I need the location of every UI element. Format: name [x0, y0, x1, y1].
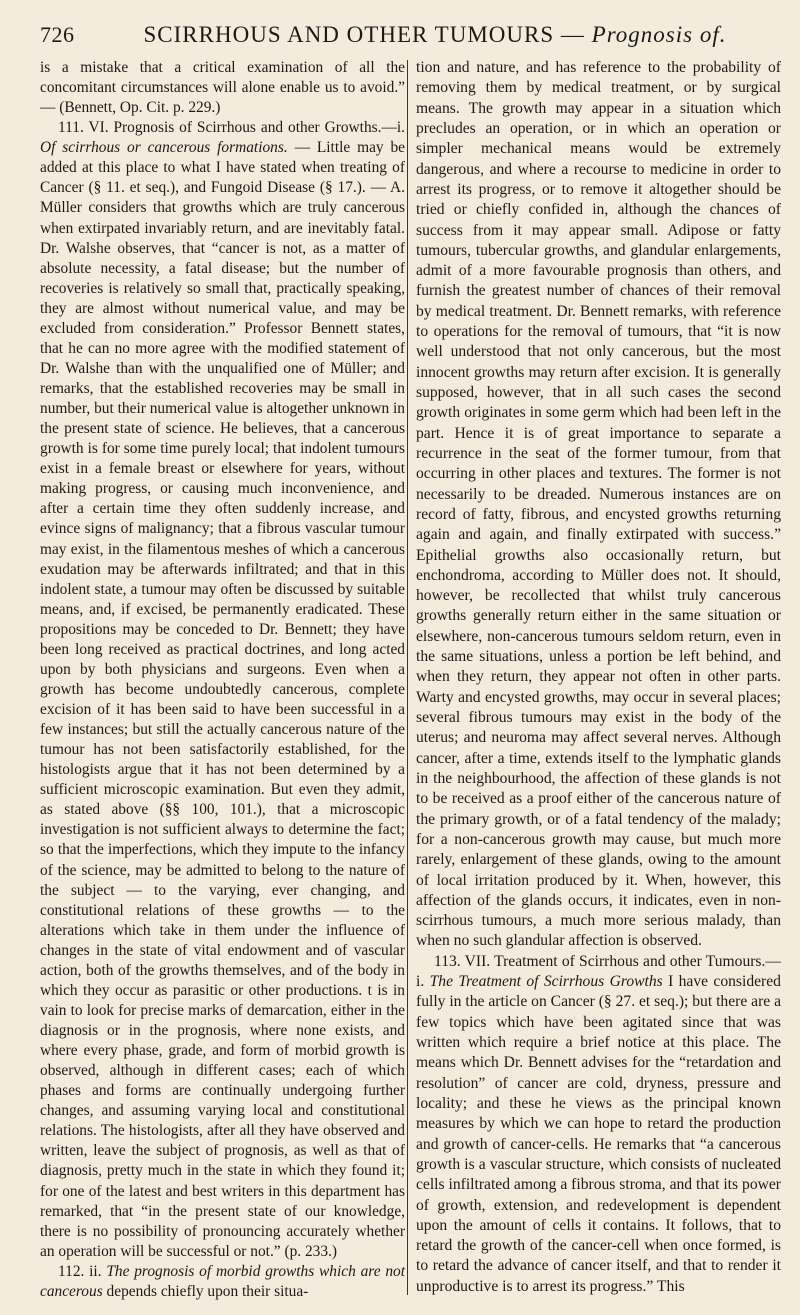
- page-number: 726: [40, 22, 75, 47]
- section-112-body: depends chiefly upon their situa-: [106, 1282, 309, 1300]
- section-112-subheading: The prognosis of morbid growths which are not cancerous: [40, 1262, 405, 1300]
- running-title-italic: Prognosis of.: [591, 22, 727, 47]
- section-113-subheading: The Treatment of Scirrhous Growths: [429, 973, 663, 991]
- section-111-heading: 111. VI. Prognosis of Scirrhous and other Growths.—i.: [58, 119, 405, 137]
- right-column: [416, 58, 781, 1297]
- left-column: [40, 58, 405, 1302]
- column-divider: [407, 60, 408, 1295]
- left-paragraph-1: is a mistake that a critical examination of all the concomitant circumstances will alone enable us to avoid.” — (Bennett, Op. Cit. p. 229.): [40, 59, 405, 117]
- page-header: [40, 22, 760, 52]
- section-113-paragraph: [416, 952, 781, 1297]
- right-paragraph-1: tion and nature, and has reference to the probability of removing them by medical treatment, or by surgical means. The growth may appear in a situation which precludes an operation, or in which an operation or simpler mechanical means would be extremely dangerous, and where a recourse to medicine in order to arrest its progress, or to remove it altogether should be tried or chiefly confided in, although the chances of success from it may appear small. Adipose or fatty tumours, tubercular growths, and glandular enlargements, admit of a more favourable prognosis than others, and furnish the greatest number of chances of their removal by medical treatment. Dr. Bennett remarks, with reference to operations for the removal of tumours, that “it is now well understood that not only cancerous, but the most innocent growths may return after excision. It is generally supposed, however, that in all such cases the second growth originates in some germ which had been left in the part. Hence it is of great importance to separate a recurrence in the seat of the former tumour, from that occurring in other places and textures. The former is not necessarily to be dreaded. Numerous instances are on record of fatty, fibrous, and encysted growths returning again and again, and finally extirpated with success.” Epithelial growths also occasionally return, but enchondroma, according to Müller does not. It should, however, be recollected that whilst truly cancerous growths generally return either in the same situation or elsewhere, non-cancerous tumours seldom return, even in the same situations, unless a portion be left behind, and when they return, they appear not often in other parts. Warty and encysted growths, may occur in several places; several fibrous tumours may exist in the body of the uterus; and neuroma may affect several nerves. Although cancer, after a time, extends itself to the lymphatic glands in the neighbourhood, the affection of these glands is not to be received as a proof either of the cancerous nature of the primary growth, or of a fatal tendency of the malady; for a non-cancerous growth may cause, but much more rarely, enlargement of these glands, owing to the amount of local irritation produced by it. When, however, this affection of the glands occurs, it indicates, even in non-scirrhous tumours, a much more serious malady, than when no such glandular affection is observed.: [416, 59, 781, 950]
- section-111-paragraph: [40, 118, 405, 1262]
- section-111-body: — Little may be added at this place to what I have stated when treating of Cancer (§ 11. et seq.), and Fungoid Disease (§ 17.). — A. Müller considers that growths which are truly cancerous when extirpated invariably return, and are inevitably fatal. Dr. Walshe observes, that “cancer is not, as a matter of absolute necessity, a fatal disease; but the number of recoveries is relatively so small that, practically speaking, they are almost without numerical value, and may be excluded from consideration.” Professor Bennett states, that he can no more agree with the modified statement of Dr. Walshe than with the unqualified one of Müller; and remarks, that the established recoveries may be small in number, but their numerical value is altogether unknown in the present state of science. He believes, that a cancerous growth is for some time purely local; that indolent tumours exist in a female breast or elsewhere for years, without making progress, or causing much inconvenience, and after a certain time they often suddenly increase, and evince signs of malignancy; that a fibrous vascular tumour may exist, in the filamentous meshes of which a cancerous exudation may be afterwards infiltrated; and that in this indolent state, a tumour may often be discussed by suitable means, and, if excised, be permanently eradicated. These propositions may be conceded to Dr. Bennett; they have been long received as practical doctrines, and long acted upon by both physicians and surgeons. Even when a growth has become undoubtedly cancerous, complete excision of it has been said to have been successful in a few instances; but still the actually cancerous nature of the tumour has not been satisfactorily established, for the histologists argue that it has not been determined by a sufficient microscopic examination. But even they admit, as stated above (§§ 100, 101.), that a microscopic investigation is not sufficient always to determine the fact; so that the imperfections, which they impute to the infancy of the science, may be admitted to belong to the nature of the subject — to the varying, ever changing, and constitutional relations of these growths — to the alterations which take in them under the influence of changes in the state of vital endowment and of vascular action, both of the growths themselves, and of the body in which they occur as parasitic or other productions. t is in vain to look for precise marks of demarcation, either in the diagnosis or in the prognosis, where none exists, and where every phase, grade, and form of morbid growth is observed, although in different cases; each of which phases and forms are continually undergoing further changes, and assuming varying local and constitutional relations. The histologists, after all they have observed and written, leave the subject of prognosis, as well as that of diagnosis, pretty much in the state in which they found it; for one of the latest and best writers in this department has remarked, that “in the present state of our knowledge, there is no possibility of pronouncing accurately whether an operation will be successful or not.” (p. 233.): [40, 139, 406, 1260]
- section-113-heading: 113. VII. Treatment of Scirrhous and other Tumours.—i.: [416, 952, 781, 991]
- running-title-main: SCIRRHOUS AND OTHER TUMOURS —: [143, 22, 585, 47]
- section-113-body: I have considered fully in the article on Cancer (§ 27. et seq.); but there are a few topics which have been agitated since that was written which require a brief notice at this place. The means which Dr. Bennett advises for the “retardation and resolution” of cancer are cold, dryness, pressure and locality; and these he views as the principal known measures by which we can hope to retard the production and growth of cancer-cells. He remarks that “a cancerous growth is a vascular structure, which consists of nucleated cells infiltrated among a fibrous stroma, and that its power of growth, extension, and redevelopment is dependent upon the amount of cells it contains. It follows, that to retard the growth of the cancer-cell when once formed, is to retard the advance of cancer itself, and that to render it unproductive is to arrest its progress.” This: [416, 973, 782, 1295]
- section-112-heading: 112. ii.: [58, 1262, 102, 1280]
- running-title: [110, 22, 760, 48]
- section-112-paragraph: [40, 1262, 405, 1302]
- section-111-subheading: Of scirrhous or cancerous formations.: [40, 139, 288, 157]
